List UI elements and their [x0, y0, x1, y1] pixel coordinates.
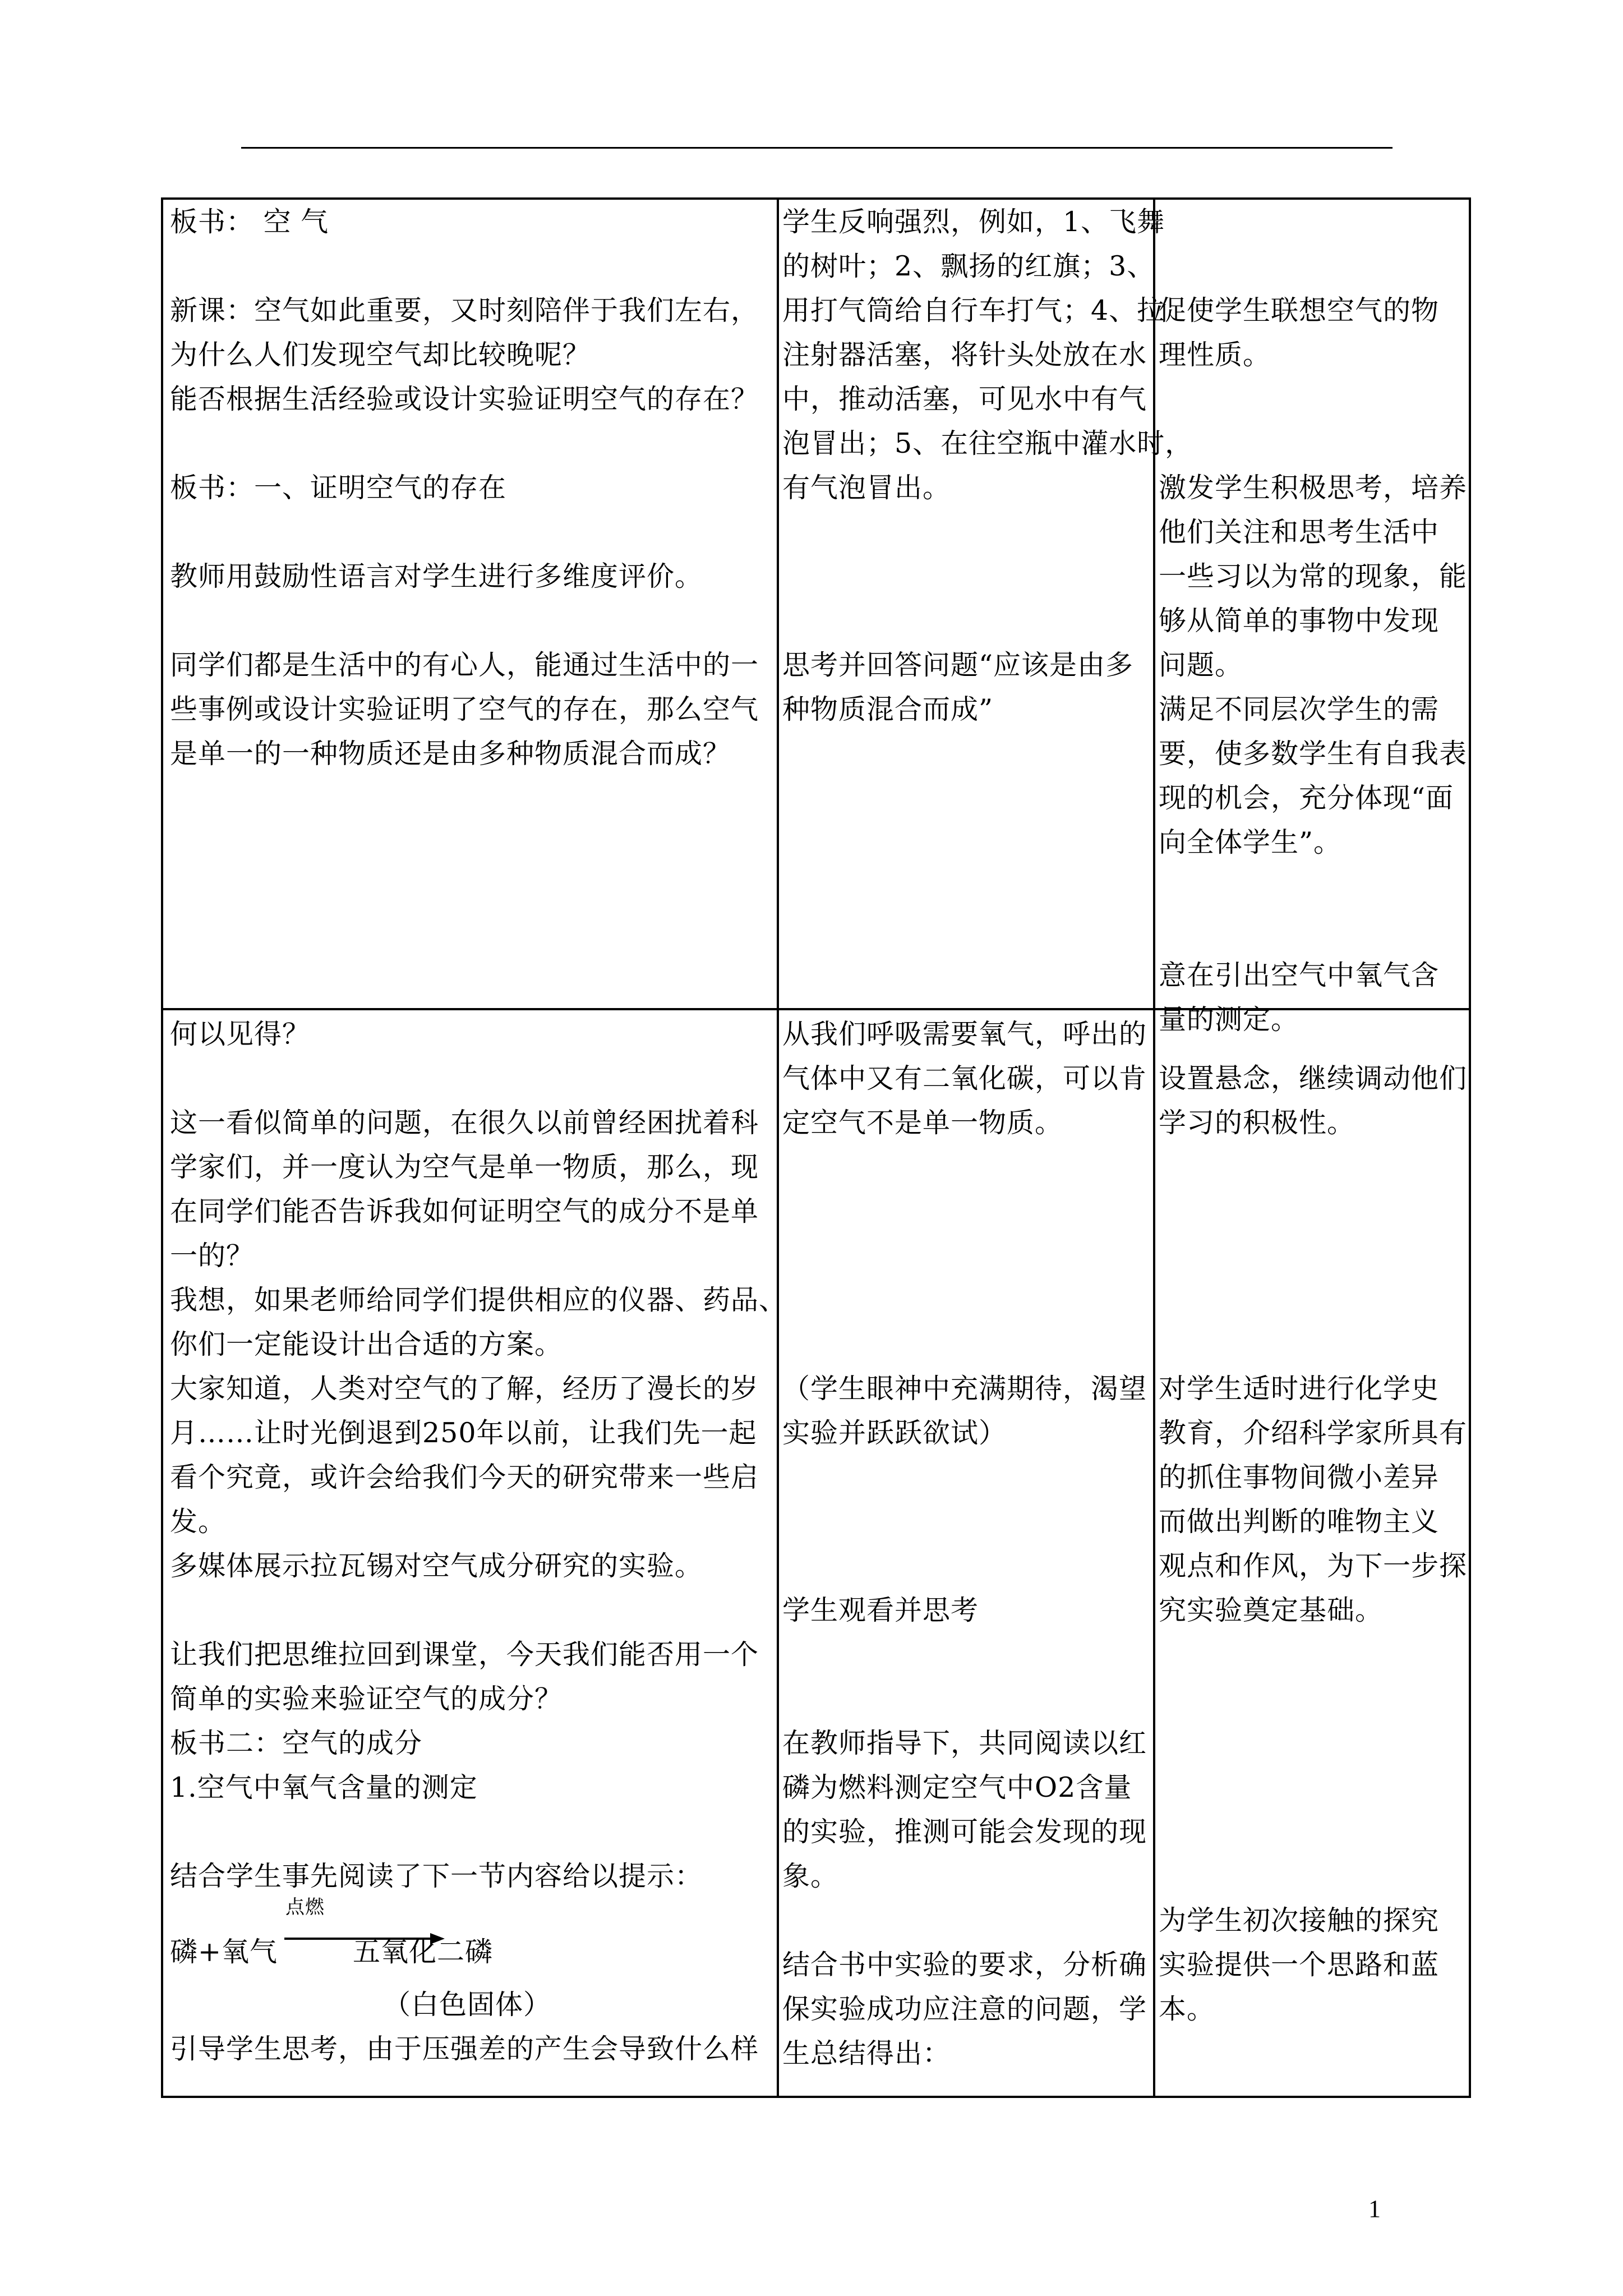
- text-line: 教育，介绍科学家所具有: [1159, 1417, 1468, 1449]
- text-line: 板书二：空气的成分: [170, 1727, 423, 1759]
- text-line: 让我们把思维拉回到课堂，今天我们能否用一个: [170, 1639, 759, 1671]
- text-line: 些事例或设计实验证明了空气的存在，那么空气: [170, 693, 759, 725]
- text-line: 能否根据生活经验或设计实验证明空气的存在？: [170, 383, 759, 415]
- text-line: 对学生适时进行化学史: [1159, 1373, 1440, 1405]
- text-line: 生总结得出：: [782, 2037, 951, 2069]
- text-line: [782, 1499, 1147, 1544]
- equation-product: 五氧化二磷: [353, 1936, 494, 1968]
- equation-condition: 点燃: [285, 1896, 325, 1918]
- text-line: [782, 1455, 1147, 1499]
- text-line: [170, 599, 759, 643]
- text-line: 何以见得？: [170, 1018, 311, 1050]
- text-line: 定空气不是单一物质。: [782, 1107, 1063, 1139]
- text-line: 的实验，推测可能会发现的现: [782, 1816, 1147, 1848]
- equation-note: （白色固体）: [383, 1989, 552, 2021]
- text-line: 意在引出空气中氧气含: [1159, 959, 1440, 991]
- text-line: 这一看似简单的问题，在很久以前曾经困扰着科: [170, 1107, 759, 1139]
- text-line: [170, 244, 759, 288]
- text-line: 种物质混合而成”: [782, 693, 994, 725]
- text-line: 教师用鼓励性语言对学生进行多维度评价。: [170, 560, 703, 592]
- text-line: 中，推动活塞，可见水中有气: [782, 383, 1147, 415]
- text-line: 在教师指导下，共同阅读以红: [782, 1727, 1147, 1759]
- text-line: 是单一的一种物质还是由多种物质混合而成？: [170, 738, 731, 770]
- text-line: 简单的实验来验证空气的成分？: [170, 1683, 563, 1715]
- text-line: 他们关注和思考生活中: [1159, 516, 1440, 548]
- text-line: [782, 1677, 1147, 1721]
- text-line: 激发学生积极思考，培养: [1159, 472, 1468, 504]
- text-line: [782, 1278, 1147, 1322]
- text-line: [1159, 1189, 1467, 1234]
- text-line: [1159, 909, 1467, 953]
- text-line: [1159, 377, 1467, 421]
- text-line: 同学们都是生活中的有心人，能通过生活中的一: [170, 649, 759, 681]
- text-line: （学生眼神中充满期待，渴望: [782, 1373, 1147, 1405]
- text-line: [1159, 864, 1467, 909]
- text-line: 现的机会，充分体现“面: [1159, 782, 1454, 814]
- text-line: [170, 1056, 787, 1101]
- text-line: [1159, 1765, 1467, 1810]
- text-line: [1159, 1234, 1467, 1278]
- text-line: 学家们，并一度认为空气是单一物质，那么，现: [170, 1151, 759, 1183]
- text-line: 为什么人们发现空气却比较晚呢？: [170, 339, 591, 371]
- text-line: 学生观看并思考: [782, 1594, 979, 1626]
- text-line: 引导学生思考，由于压强差的产生会导致什么样: [170, 2033, 759, 2065]
- text-line: 从我们呼吸需要氧气，呼出的: [782, 1018, 1147, 1050]
- text-line: [782, 554, 1193, 599]
- text-line: [170, 1588, 787, 1632]
- lesson-table: [161, 197, 1471, 2098]
- text-line: [1159, 1145, 1467, 1189]
- text-line: 结合书中实验的要求，分析确: [782, 1949, 1147, 1981]
- text-line: 气体中又有二氧化碳，可以肯: [782, 1062, 1147, 1094]
- text-line: 注射器活塞，将针头处放在水: [782, 339, 1147, 371]
- text-line: 一的？: [170, 1240, 255, 1272]
- text-line: [1159, 1721, 1467, 1765]
- text-line: [1159, 1322, 1467, 1366]
- row1-design-intent: [1159, 200, 1467, 1042]
- text-line: 象。: [782, 1860, 839, 1892]
- equation-reactants: 磷+氧气: [170, 1936, 278, 1968]
- row2-teacher-activity: [170, 1012, 787, 2071]
- text-line: [1159, 1278, 1467, 1322]
- text-line: 理性质。: [1159, 339, 1271, 371]
- text-line: [1159, 421, 1467, 466]
- text-line: [782, 1544, 1147, 1588]
- row2-design-intent: [1159, 1012, 1467, 2031]
- text-line: [782, 1189, 1147, 1234]
- text-line: [782, 1234, 1147, 1278]
- text-line: 多媒体展示拉瓦锡对空气成分研究的实验。: [170, 1550, 703, 1582]
- text-line: [782, 1898, 1147, 1943]
- header-rule: [241, 147, 1393, 149]
- text-line: 的抓住事物间微小差异: [1159, 1461, 1440, 1493]
- text-line: [782, 1632, 1147, 1677]
- text-line: 1.空气中氧气含量的测定: [170, 1772, 478, 1803]
- text-line: [1159, 1677, 1467, 1721]
- text-line: 本。: [1159, 1993, 1215, 2025]
- row2-teacher-text: [170, 1012, 787, 1898]
- text-line: 你们一定能设计出合适的方案。: [170, 1328, 563, 1360]
- text-line: 结合学生事先阅读了下一节内容给以提示：: [170, 1860, 703, 1892]
- text-line: [170, 421, 759, 466]
- row2-teacher-text-continued: [170, 2027, 787, 2071]
- text-line: 有气泡冒出。: [782, 472, 951, 504]
- text-line: 为学生初次接触的探究: [1159, 1904, 1440, 1936]
- text-line: 而做出判断的唯物主义: [1159, 1506, 1440, 1538]
- text-line: 板书： 空 气: [170, 206, 329, 238]
- text-line: [782, 1322, 1147, 1366]
- reaction-equation: [170, 1898, 787, 1982]
- text-line: 发。: [170, 1506, 227, 1538]
- text-line: 实验并跃跃欲试）: [782, 1417, 1007, 1449]
- text-line: [782, 599, 1193, 643]
- text-line: 问题。: [1159, 649, 1243, 681]
- text-line: 用打气筒给自行车打气；4、拉: [782, 295, 1165, 326]
- text-line: [1159, 1632, 1467, 1677]
- text-line: [782, 1145, 1147, 1189]
- text-line: 磷为燃料测定空气中O2含量: [782, 1772, 1132, 1803]
- text-line: [782, 510, 1193, 554]
- text-line: 设置悬念，继续调动他们: [1159, 1062, 1468, 1094]
- text-line: 促使学生联想空气的物: [1159, 295, 1440, 326]
- text-line: [1159, 200, 1467, 244]
- text-line: 实验提供一个思路和蓝: [1159, 1949, 1440, 1981]
- text-line: 的树叶；2、飘扬的红旗；3、: [782, 250, 1155, 282]
- text-line: 观点和作风，为下一步探: [1159, 1550, 1468, 1582]
- text-line: 板书：一、证明空气的存在: [170, 472, 507, 504]
- text-line: [1159, 1012, 1467, 1056]
- text-line: [170, 1810, 787, 1854]
- text-line: [1159, 244, 1467, 288]
- text-line: 在同学们能否告诉我如何证明空气的成分不是单: [170, 1195, 759, 1227]
- text-line: 看个究竟，或许会给我们今天的研究带来一些启: [170, 1461, 759, 1493]
- text-line: 究实验奠定基础。: [1159, 1594, 1384, 1626]
- row1-teacher-activity: [170, 200, 759, 776]
- page-number: 1: [1368, 2195, 1381, 2223]
- text-line: 学生反响强烈，例如，1、飞舞: [782, 206, 1165, 238]
- text-line: [1159, 1854, 1467, 1898]
- text-line: [170, 510, 759, 554]
- text-line: 我想，如果老师给同学们提供相应的仪器、药品、: [170, 1284, 787, 1316]
- text-line: 一些习以为常的现象，能: [1159, 560, 1468, 592]
- text-line: 泡冒出；5、在往空瓶中灌水时，: [782, 427, 1193, 459]
- text-line: 思考并回答问题“应该是由多: [782, 649, 1134, 681]
- text-line: 月……让时光倒退到250年以前，让我们先一起: [170, 1417, 757, 1449]
- text-line: [1159, 1810, 1467, 1854]
- text-line: 向全体学生”。: [1159, 826, 1342, 858]
- text-line: 要，使多数学生有自我表: [1159, 738, 1468, 770]
- text-line: 够从简单的事物中发现: [1159, 605, 1440, 637]
- text-line: 量的测定。: [1159, 1004, 1299, 1036]
- text-line: 大家知道，人类对空气的了解，经历了漫长的岁: [170, 1373, 759, 1405]
- text-line: 学习的积极性。: [1159, 1107, 1355, 1139]
- text-line: 保实验成功应注意的问题，学: [782, 1993, 1147, 2025]
- row1-student-activity: [782, 200, 1193, 731]
- text-line: 满足不同层次学生的需: [1159, 693, 1440, 725]
- text-line: 新课：空气如此重要，又时刻陪伴于我们左右，: [170, 295, 759, 326]
- row2-student-activity: [782, 1012, 1147, 2076]
